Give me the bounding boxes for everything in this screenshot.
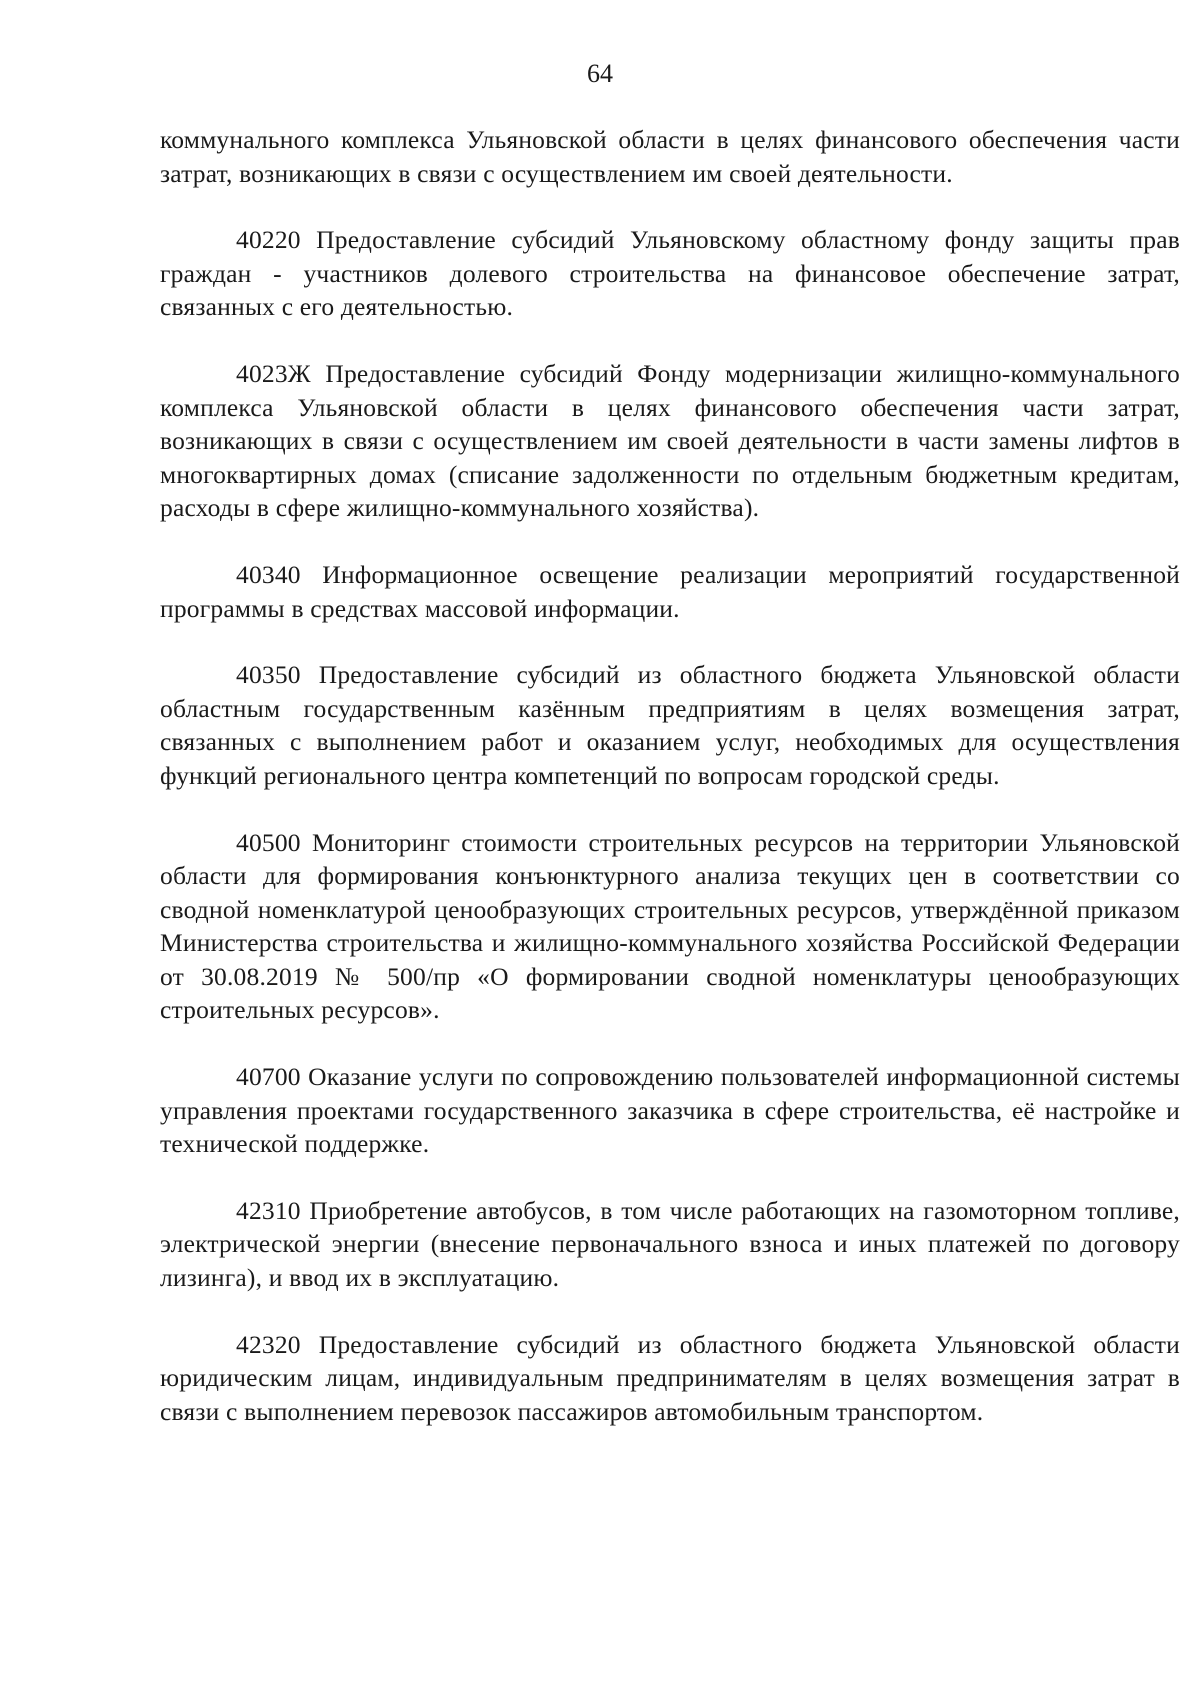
paragraph-4023zh: 4023Ж Предоставление субсидий Фонду модернизации жилищно-коммунального комплекса Ульяновской области в целях финансового обеспечения части затрат, возникающих в связи с осуществлением им своей деятельности в части замены лифтов в многоквартирных домах (списание задолженности по отдельным бюджетным кредитам, расходы в сфере жилищно-коммунального хозяйства). bbox=[160, 358, 1180, 523]
page-number: 64 bbox=[587, 59, 613, 88]
paragraph-40350: 40350 Предоставление субсидий из областного бюджета Ульяновской области областным государственным казённым предприятиям в целях возмещения затрат, связанных с выполнением работ и оказанием услуг, необходимых для осуществления функций регионального центра компетенций по вопросам городской среды. bbox=[160, 660, 1180, 790]
paragraph-40340: 40340 Информационное освещение реализации мероприятий государственной программы в средствах массовой информации. bbox=[160, 559, 1180, 623]
paragraph-42320: 42320 Предоставление субсидий из областного бюджета Ульяновской области юридическим лицам, индивидуальным предпринимателям в целях возмещения затрат в связи с выполнением перевозок пассажиров автомобильным транспортом. bbox=[160, 1329, 1180, 1426]
paragraph-continuation: коммунального комплекса Ульяновской области в целях финансового обеспечения части затрат, возникающих в связи с осуществлением им своей деятельности. bbox=[160, 125, 1180, 188]
paragraph-42310: 42310 Приобретение автобусов, в том числе работающих на газомоторном топливе, электрической энергии (внесение первоначального взноса и иных платежей по договору лизинга), и ввод их в эксплуатацию. bbox=[160, 1195, 1180, 1293]
paragraph-40220: 40220 Предоставление субсидий Ульяновскому областному фонду защиты прав граждан - участников долевого строительства на финансовое обеспечение затрат, связанных с его деятельностью. bbox=[160, 225, 1180, 322]
document-body bbox=[160, 123, 1180, 1461]
paragraph-40700: 40700 Оказание услуги по сопровождению пользователей информационной системы управления проектами государственного заказчика в сфере строительства, её настройке и технической поддержке. bbox=[160, 1062, 1180, 1159]
paragraph-40500: 40500 Мониторинг стоимости строительных ресурсов на территории Ульяновской области для формирования конъюнктурного анализа текущих цен в соответствии со сводной номенклатурой ценообразующих строительных ресурсов, утверждённой приказом Министерства строительства и жилищно-коммунального хозяйства Российской Федерации от 30.08.2019 № 500/пр «О формировании сводной номенклатуры ценообразующих строительных ресурсов». bbox=[160, 827, 1180, 1025]
